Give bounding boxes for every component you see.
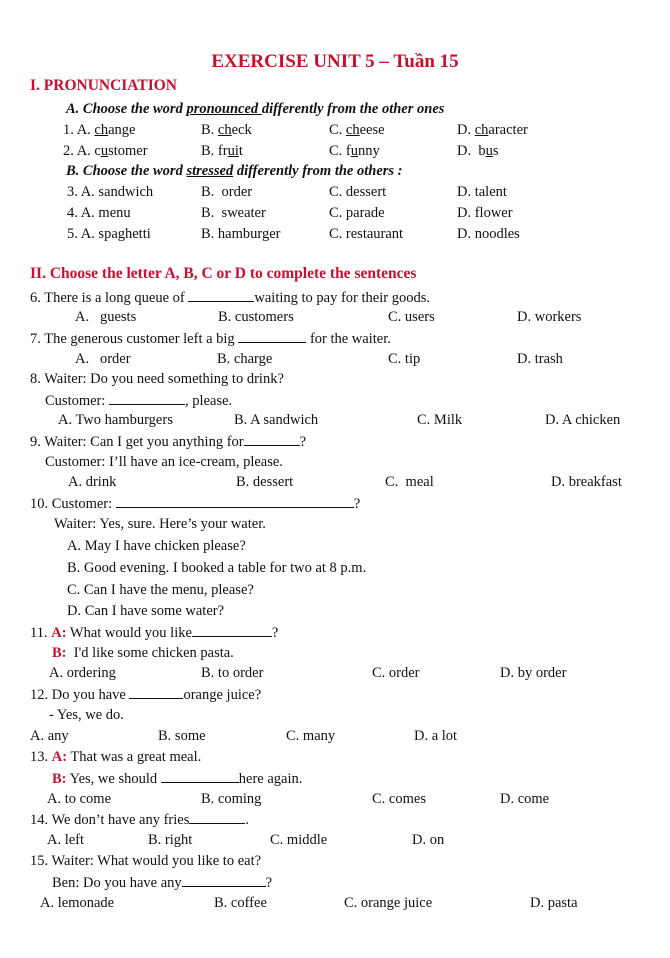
option-c: C. dessert (329, 184, 387, 200)
answer-blank[interactable] (192, 623, 272, 637)
question-9-stem: 9. Waiter: Can I get you anything for ? (30, 434, 307, 450)
question-13-reply: B: Yes, we should here again. (52, 771, 303, 787)
option-d: D. pasta (530, 895, 578, 911)
option-a: A. May I have chicken please? (67, 538, 246, 554)
option-d: D. character (457, 122, 528, 138)
option-c: C. restaurant (329, 226, 404, 242)
option-a: A. guests (75, 309, 137, 325)
option-d: D. A chicken (545, 412, 621, 428)
option-d: D. come (500, 791, 550, 807)
option-b: B. sweater (201, 205, 266, 221)
question-9-customer-line: Customer: I’ll have an ice-cream, please. (45, 454, 283, 470)
question-6-stem: 6. There is a long queue of waiting to pay for their goods. (30, 290, 430, 306)
option-d: D. trash (517, 351, 563, 367)
option-a: A. any (30, 728, 69, 744)
option-a: A. drink (68, 474, 117, 490)
option-d: D. noodles (457, 226, 520, 242)
answer-blank[interactable] (109, 391, 185, 405)
option-c: C. Milk (417, 412, 463, 428)
option-b: B. to order (201, 665, 264, 681)
option-b: B. right (148, 832, 193, 848)
option-d: D. bus (457, 143, 499, 159)
option-c: C. funny (329, 143, 380, 159)
option-b: B. A sandwich (234, 412, 319, 428)
answer-blank[interactable] (188, 288, 254, 302)
option-b: B. coffee (214, 895, 267, 911)
question-7-stem: 7. The generous customer left a big for the waiter. (30, 331, 391, 347)
option-b: B. customers (218, 309, 294, 325)
option-c: C. comes (372, 791, 426, 807)
answer-blank[interactable] (116, 494, 354, 508)
question-15-stem: 15. Waiter: What would you like to eat? (30, 853, 262, 869)
answer-blank[interactable] (244, 432, 300, 446)
option-d: D. talent (457, 184, 507, 200)
question-8-customer-line: Customer: , please. (45, 393, 233, 409)
option-a: 5. A. spaghetti (67, 226, 151, 242)
part-a-instruction: A. Choose the word pronounced differently from the other ones (66, 101, 445, 117)
option-d: D. workers (517, 309, 582, 325)
option-c: C. cheese (329, 122, 385, 138)
option-a: 4. A. menu (67, 205, 131, 221)
page-title: EXERCISE UNIT 5 – Tuần 15 (211, 51, 459, 72)
question-15-ben-line: Ben: Do you have any ? (52, 875, 273, 891)
section-2-heading: II. Choose the letter A, B, C or D to complete the sentences (30, 265, 417, 282)
option-a: A. left (47, 832, 85, 848)
option-d: D. a lot (414, 728, 458, 744)
option-b: B. coming (201, 791, 262, 807)
option-b: B. dessert (236, 474, 294, 490)
option-d: D. Can I have some water? (67, 603, 225, 619)
question-11-reply: B: I'd like some chicken pasta. (52, 645, 234, 661)
option-b: B. hamburger (201, 226, 281, 242)
option-d: D. on (412, 832, 445, 848)
option-b: B. charge (217, 351, 273, 367)
option-b: B. some (158, 728, 206, 744)
option-a: A. Two hamburgers (58, 412, 173, 428)
option-a: 1. A. change (63, 122, 136, 138)
section-pronunciation-heading: I. PRONUNCIATION (30, 77, 177, 94)
question-10-stem: 10. Customer: ? (30, 496, 361, 512)
question-13-stem: 13. A: That was a great meal. (30, 749, 202, 765)
question-12-stem: 12. Do you have orange juice? (30, 687, 262, 703)
option-b: B. fruit (201, 143, 243, 159)
part-b-instruction: B. Choose the word stressed differently from the others : (66, 163, 403, 179)
answer-blank[interactable] (161, 769, 239, 783)
question-14-stem: 14. We don’t have any fries . (30, 812, 249, 828)
question-11-stem: 11. A: What would you like ? (30, 625, 279, 641)
option-c: C. middle (270, 832, 328, 848)
option-d: D. breakfast (551, 474, 622, 490)
option-b: B. Good evening. I booked a table for two at 8 p.m. (67, 560, 367, 576)
option-c: C. tip (388, 351, 421, 367)
answer-blank[interactable] (238, 329, 306, 343)
option-c: C. many (286, 728, 336, 744)
option-a: A. to come (47, 791, 112, 807)
option-c: C. parade (329, 205, 385, 221)
option-b: B. check (201, 122, 252, 138)
question-10-waiter-line: Waiter: Yes, sure. Here’s your water. (54, 516, 266, 532)
option-c: C. Can I have the menu, please? (67, 582, 254, 598)
option-a: A. order (75, 351, 131, 367)
option-a: A. ordering (49, 665, 116, 681)
option-c: C. users (388, 309, 435, 325)
answer-blank[interactable] (182, 873, 266, 887)
option-c: C. order (372, 665, 420, 681)
option-a: 2. A. customer (63, 143, 148, 159)
option-d: D. flower (457, 205, 513, 221)
option-d: D. by order (500, 665, 567, 681)
answer-blank[interactable] (129, 685, 183, 699)
option-c: C. orange juice (344, 895, 433, 911)
option-a: A. lemonade (40, 895, 115, 911)
question-8-stem: 8. Waiter: Do you need something to drink? (30, 371, 284, 387)
option-c: C. meal (385, 474, 434, 490)
option-a: 3. A. sandwich (67, 184, 154, 200)
question-12-reply: - Yes, we do. (49, 707, 124, 723)
option-b: B. order (201, 184, 253, 200)
answer-blank[interactable] (189, 810, 245, 824)
